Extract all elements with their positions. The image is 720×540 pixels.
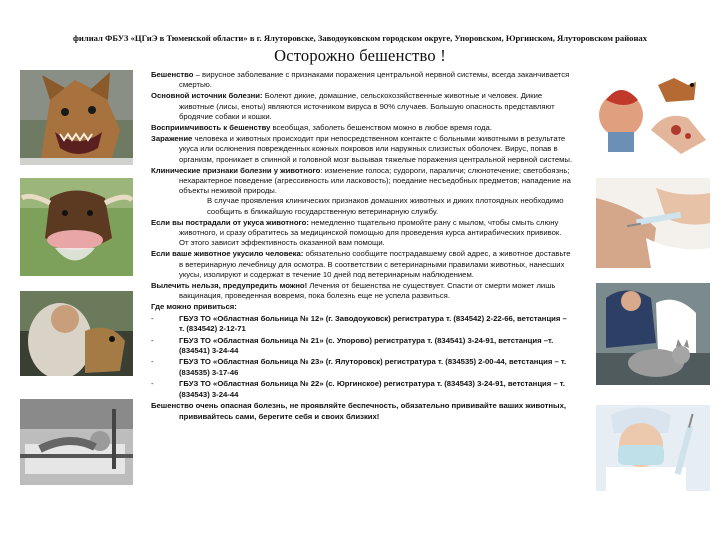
hospital-item: - ГБУЗ ТО «Областная больница № 22» (с. Юргинское) регистратура т. (834543) 3-24-91, ветстанция – т. (834543) 3-24-44	[151, 379, 566, 399]
nurse-with-syringe-photo	[596, 405, 710, 491]
source-paragraph	[151, 91, 573, 122]
para-text: : изменение голоса; судороги, параличи; слюнотечение; светобоязнь; нехарактерное поведение (агрессивность или ласковость); поедание несъедобных предметов; нападение на объекты неживой природы.	[179, 165, 571, 196]
hospital-item: - ГБУЗ ТО «Областная больница № 21» (с. Упорово) регистратура т. (834541) 3-24-91, ветстанция –т. (834541) 3-24-44	[151, 335, 554, 355]
person-hugging-dog-photo	[20, 291, 133, 376]
para-term: Если ваше животное укусило человека:	[151, 249, 304, 259]
animal-bit-person-paragraph	[151, 249, 573, 280]
susceptibility-paragraph	[151, 123, 573, 133]
hospital-text: ГБУЗ ТО «Областная больница № 22» (с. Юргинское) регистратура т. (834543) 3-24-91, ветстанция – т. (834543) 3-24-44	[179, 379, 566, 399]
infected-head-and-hand-photo	[596, 70, 710, 158]
patient-in-bed-photo	[20, 399, 133, 485]
para-term: Бешенство	[151, 70, 194, 79]
definition-paragraph	[151, 70, 573, 90]
rabid-cow-photo	[20, 178, 133, 276]
symptoms-note: В случае проявления клинических признаков домашних животных и диких плотоядных необходимо сообщить в ближайшую государственную ветеринарную службу.	[207, 196, 564, 216]
para-text: всеобщая, заболеть бешенством можно в любое время года.	[270, 123, 492, 133]
bite-victim-paragraph	[151, 218, 573, 249]
para-term: Заражение	[151, 134, 193, 144]
hospital-text: ГБУЗ ТО «Областная больница № 21» (с. Упорово) регистратура т. (834541) 3-24-91, ветстанция –т. (834541) 3-24-44	[179, 335, 554, 355]
prevention-paragraph	[151, 281, 573, 301]
infection-paragraph	[151, 134, 573, 165]
closing-warning: Бешенство очень опасная болезнь, не проявляйте беспечность, обязательно прививайте ваших животных, прививайтесь сами, берегите себя и своих близких!	[151, 401, 567, 421]
symptoms-paragraph	[151, 166, 573, 217]
vaccine-injection-photo	[596, 178, 710, 268]
para-text: обязательно сообщите пострадавшему свой адрес, а животное доставьте в ветеринарную лечебницу для осмотра. В соответствии с ветеринарными правилами животных, нанесших укусы, изолируют и содержат в течение 10 дней под ветеринарным наблюдением.	[179, 249, 571, 279]
page-title: Осторожно бешенство !	[274, 46, 446, 65]
organization-header: филиал ФБУЗ «ЦГиЭ в Тюменской области» в г. Ялуторовске, Заводоуковском городском округе, Упоровском, Юргинском, Ялуторовском районах	[72, 33, 648, 43]
para-text: Болеют дикие, домашние, сельскохозяйственные животные и человек. Дикие животные (лисы, еноты) являются источником вируса в 90% случаев. Большую опасность представляют бродячие собаки и кошки.	[179, 91, 555, 121]
para-term: Если вы пострадали от укуса животного:	[151, 217, 309, 227]
hospital-item: - ГБУЗ ТО «Областная больница № 12» (г. Заводоуковск) регистратура т. (834542) 2-22-66, ветстанция – т. (834542) 2-12-71	[151, 313, 567, 333]
vaccination-heading: Где можно привиться:	[151, 302, 237, 312]
para-text: человека и животных происходит при непосредственном контакте с больными животными в результате укуса или ослюнения поврежденных кожных покровов или наружных слизистых оболочек. Вирус, попав в организм, проникает в спинной и головной мозг вызывая тяжелые поражения центральной нервной системы.	[179, 134, 573, 164]
para-text: немедленно тщательно промойте рану с мылом, чтобы смыть слюну животного, и сразу обратитесь за медицинской помощью для проведения курса антирабических прививок. От этого зависит эффективность оказанной вам помощи.	[179, 217, 562, 248]
para-term: Восприимчивость к бешенству	[151, 123, 271, 133]
hospital-text: ГБУЗ ТО «Областная больница № 23» (г. Ялуторовск) регистратура т. (834535) 2-00-44, ветстанция – т. (834535) 3-17-46	[179, 357, 567, 377]
para-term: Клинические признаки болезни у животного	[151, 165, 321, 175]
rabid-fox-photo	[20, 70, 133, 165]
hospital-item: - ГБУЗ ТО «Областная больница № 23» (г. Ялуторовск) регистратура т. (834535) 2-00-44, ветстанция – т. (834535) 3-17-46	[151, 357, 567, 377]
para-term: Основной источник болезни:	[151, 91, 263, 101]
para-text: – вирусное заболевание с признаками поражения центральной нервной системы, всегда заканчивается смертью.	[179, 70, 570, 90]
para-term: Вылечить нельзя, предупредить можно!	[151, 281, 308, 291]
para-text: Лечения от бешенства не существует. Спасти от смерти может лишь вакцинация, проведенная вовремя, пока болезнь еще не успела развиться.	[179, 281, 556, 301]
vet-examining-cat-photo	[596, 283, 710, 385]
rabies-information-text	[151, 70, 573, 422]
hospital-text: ГБУЗ ТО «Областная больница № 12» (г. Заводоуковск) регистратура т. (834542) 2-22-66, ветстанция – т. (834542) 2-12-71	[179, 313, 567, 333]
